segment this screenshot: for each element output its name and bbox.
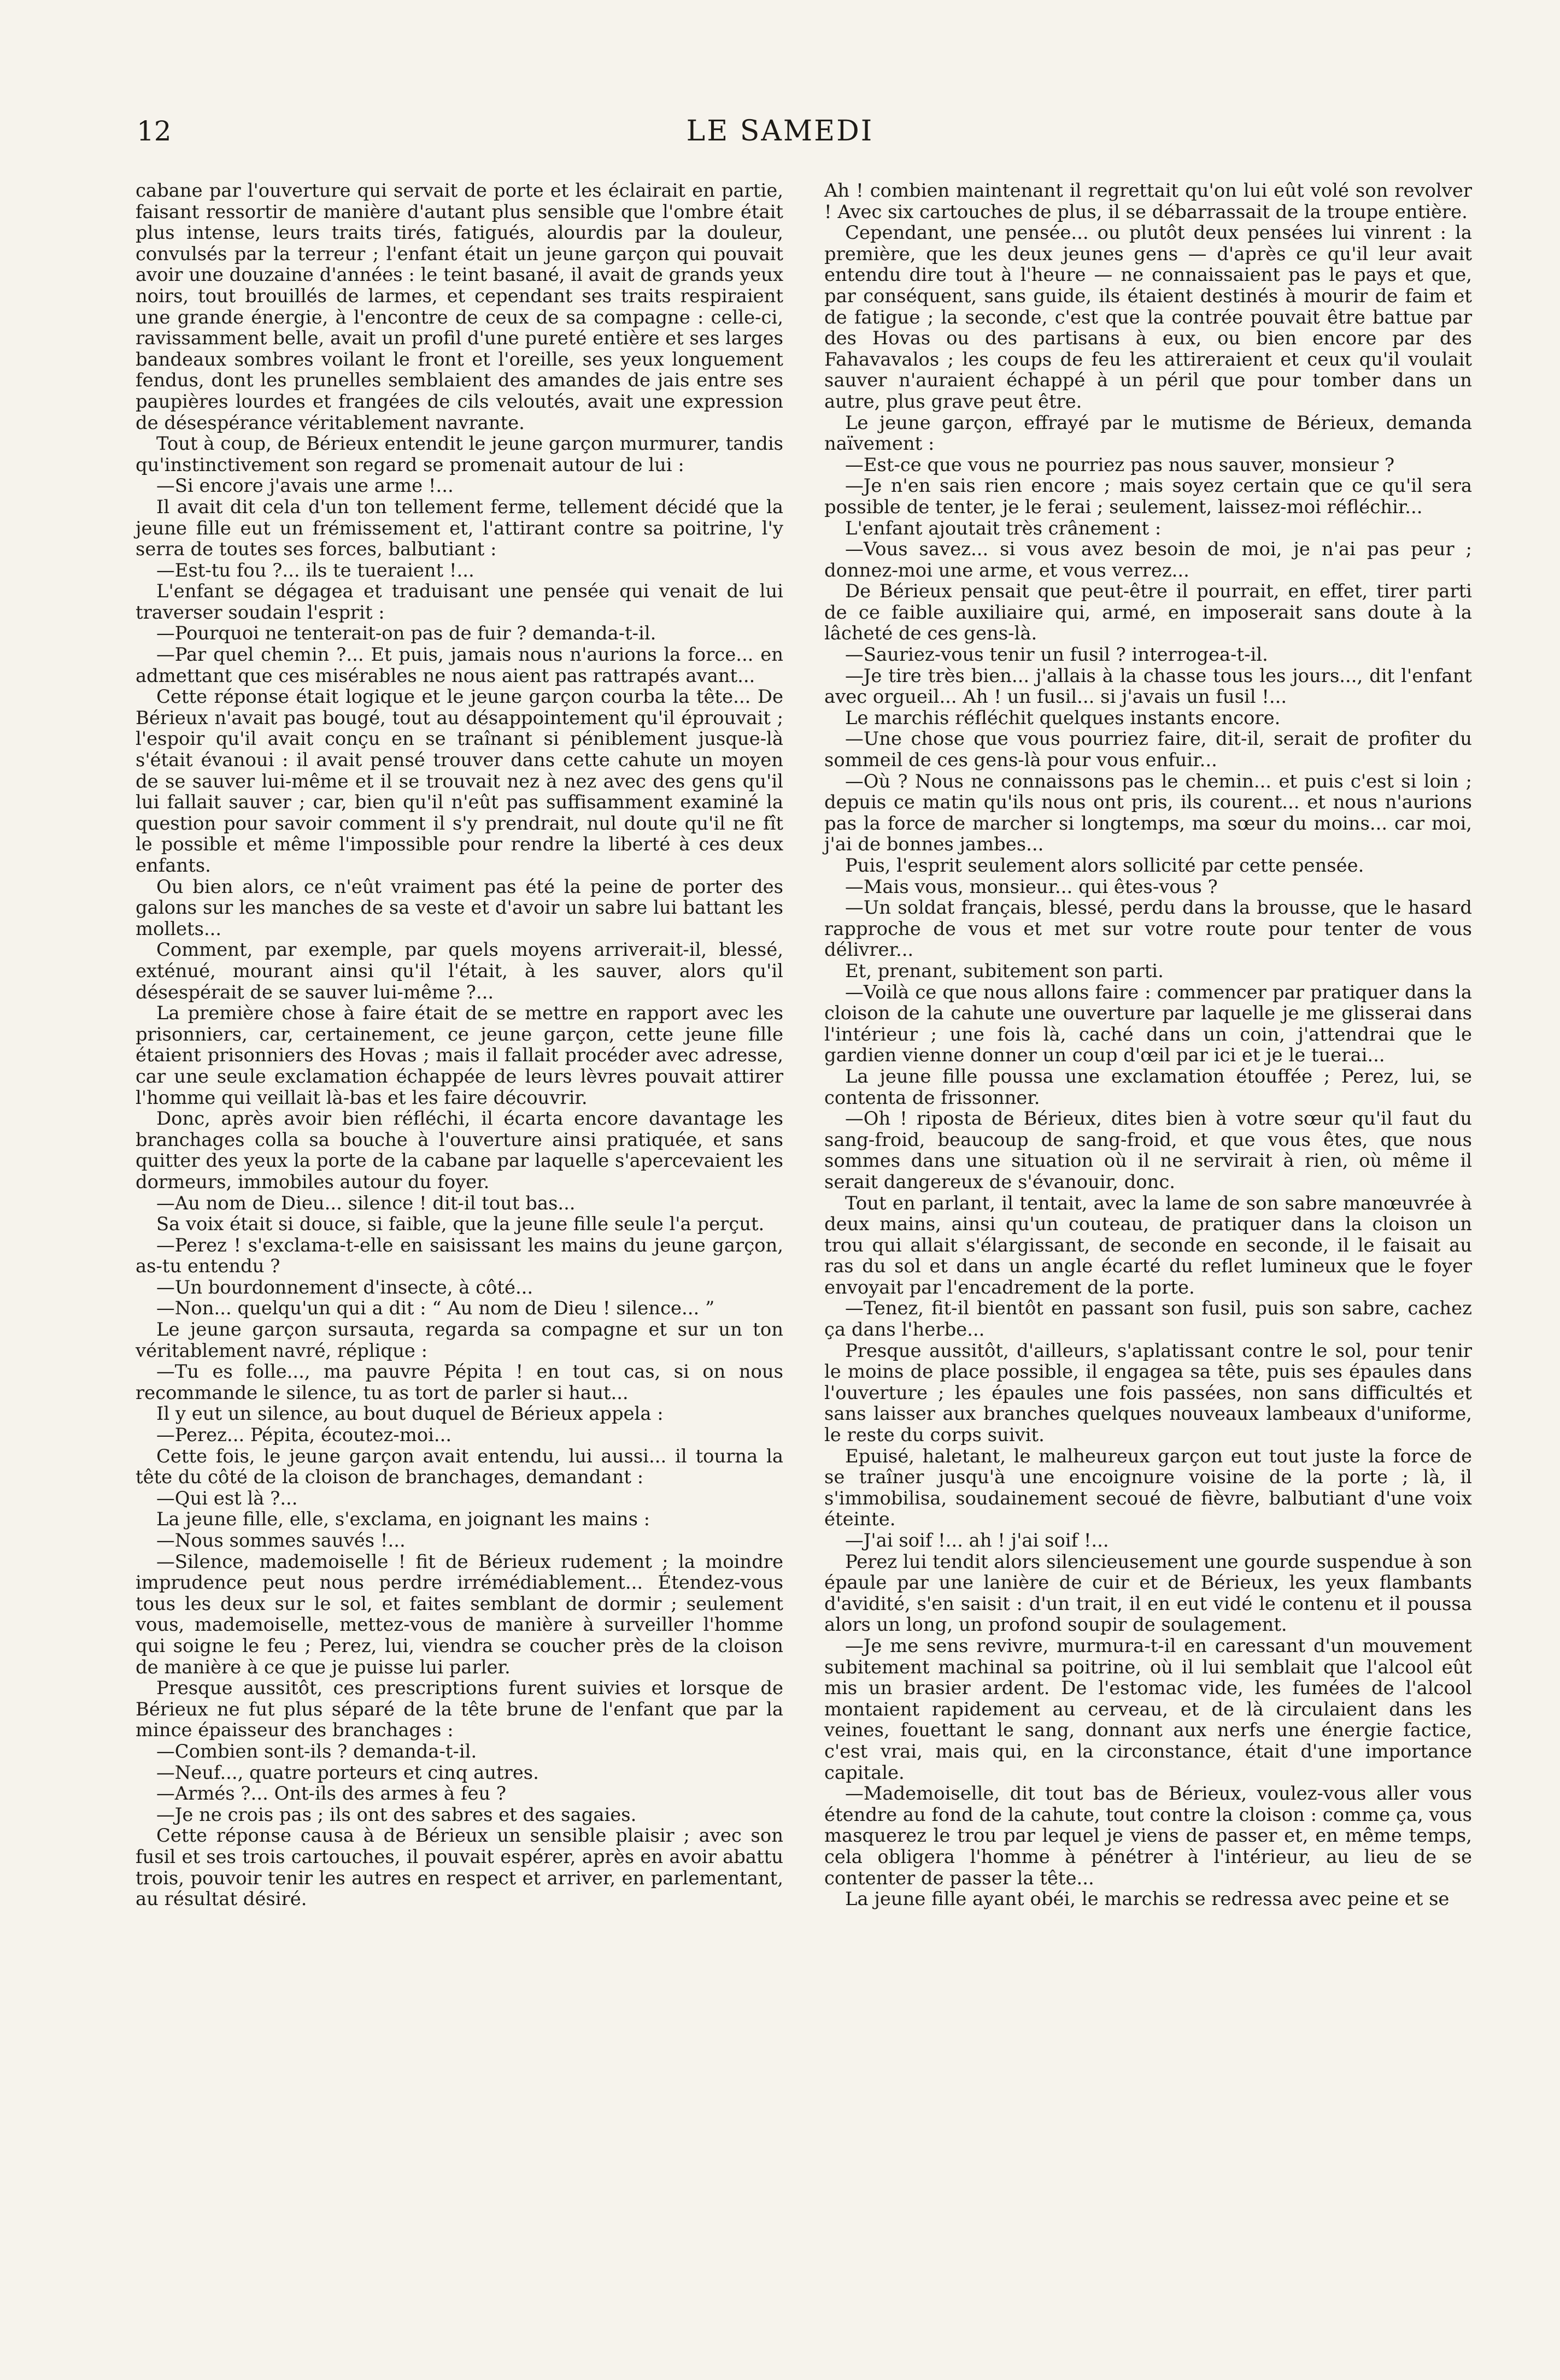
paragraph: —Oh ! riposta de Bérieux, dites bien à votre sœur qu'il faut du sang-froid, beaucoup de sang-froid, et que vous êtes, que nous sommes dans une situation où il ne servirait à rien, où même il serait dangereux de s'évanouir, donc. [824, 1108, 1472, 1192]
paragraph: —Je me sens revivre, murmura-t-il en caressant d'un mouvement subitement machinal sa poitrine, où il lui semblait que l'alcool eût mis un brasier ardent. De l'estomac vide, les fumées de l'alcool montaient rapidement au cerveau, et de là circulaient dans les veines, fouettant le sang, donnant aux nerfs une énergie factice, c'est vrai, mais qui, en la circonstance, était d'une importance capitale. [824, 1635, 1472, 1783]
paragraph: —Où ? Nous ne connaissons pas le chemin... et puis c'est si loin ; depuis ce matin qu'ils nous ont pris, ils courent... et nous n'aurions pas la force de marcher si longtemps, ma sœur du moins... car moi, j'ai de bonnes jambes... [824, 770, 1472, 855]
paragraph: Tout en parlant, il tentait, avec la lame de son sabre manœuvrée à deux mains, ainsi qu'un couteau, de pratiquer dans la cloison un trou qui allait s'élargissant, de seconde en seconde, il le faisait au ras du sol et dans un angle écarté du reflet lumineux que le foyer envoyait par l'encadrement de la porte. [824, 1192, 1472, 1298]
paragraph: Le marchis réfléchit quelques instants encore. [845, 707, 1281, 728]
paragraph: —Pourquoi ne tenterait-on pas de fuir ? demanda-t-il. [156, 622, 656, 644]
paragraph: —Une chose que vous pourriez faire, dit-il, serait de profiter du sommeil de ces gens-là pour vous enfuir... [824, 728, 1472, 771]
paragraph: Le jeune garçon sursauta, regarda sa compagne et sur un ton véritablement navré, réplique : [136, 1319, 783, 1361]
paragraph: —Sauriez-vous tenir un fusil ? interrogea-t-il. [845, 644, 1268, 666]
paragraph: La jeune fille ayant obéi, le marchis se redressa avec peine et se [845, 1888, 1450, 1910]
paragraph: —Si encore j'avais une arme !... [156, 475, 454, 497]
paragraph: Ah ! combien maintenant il regrettait qu'on lui eût volé son revolver ! Avec six cartouches de plus, il se débarrassait de la troupe entière. [824, 180, 1472, 222]
paragraph: —Tenez, fit-il bientôt en passant son fusil, puis son sabre, cachez ça dans l'herbe... [824, 1297, 1472, 1341]
paragraph: L'enfant se dégagea et traduisant une pensée qui venait de lui traverser soudain l'esprit : [136, 580, 783, 623]
paragraph: —Par quel chemin ?... Et puis, jamais nous n'aurions la force... en admettant que ces misérables ne nous aient pas rattrapés avant... [136, 644, 783, 686]
paragraph: La jeune fille, elle, s'exclama, en joignant les mains : [156, 1508, 650, 1530]
paragraph: —Voilà ce que nous allons faire : commencer par pratiquer dans la cloison de la cahute une ouverture par laquelle je me glisserai dans l'intérieur ; une fois là, caché dans un coin, j'attendrai que le gardien vienne donner un coup d'œil par ici et je le tuerai... [824, 981, 1472, 1066]
paragraph: Il y eut un silence, au bout duquel de Bérieux appela : [156, 1403, 664, 1425]
paragraph: Donc, après avoir bien réfléchi, il écarta encore davantage les branchages colla sa bouche à l'ouverture ainsi pratiquée, et sans quitter des yeux la porte de la cabane par laquelle s'apercevaient les dormeurs, immobiles autour du foyer. [136, 1108, 783, 1192]
page-header [0, 112, 1560, 150]
paragraph: —Au nom de Dieu... silence ! dit-il tout bas... [156, 1192, 576, 1214]
paragraph: La jeune fille poussa une exclamation étouffée ; Perez, lui, se contenta de frissonner. [824, 1065, 1472, 1108]
paragraph: Cependant, une pensée... ou plutôt deux pensées lui vinrent : la première, que les deux jeunes gens — d'après ce qu'il leur avait entendu dire tout à l'heure — ne connaissaient pas le pays et que, par conséquent, sans guide, ils étaient destinés à mourir de faim et de fatigue ; la seconde, c'est que la contrée pouvait être battue par des Hovas ou des partisans à eux, ou bien encore par des Fahavavalos ; les coups de feu les attireraient et ceux qu'il voulait sauver n'auraient échappé à un péril que pour tomber dans un autre, plus grave peut être. [824, 222, 1472, 412]
paragraph: —Mais vous, monsieur... qui êtes-vous ? [845, 875, 1218, 897]
text-column-left [136, 180, 783, 1910]
paragraph: Tout à coup, de Bérieux entendit le jeune garçon murmurer, tandis qu'instinctivement son regard se promenait autour de lui : [136, 433, 783, 475]
paragraph: —Je ne crois pas ; ils ont des sabres et des sagaies. [156, 1803, 637, 1825]
paragraph: —Neuf..., quatre porteurs et cinq autres. [156, 1761, 539, 1783]
paragraph: —Qui est là ?... [156, 1487, 298, 1509]
paragraph: —Un bourdonnement d'insecte, à côté... [156, 1276, 533, 1298]
paragraph: —Combien sont-ils ? demanda-t-il. [156, 1740, 477, 1762]
paragraph: Comment, par exemple, par quels moyens arriverait-il, blessé, exténué, mourant ainsi qu'il l'était, à les sauver, alors qu'il désespérait de se sauver lui-même ?... [136, 939, 783, 1003]
paragraph: —Perez... Pépita, écoutez-moi... [156, 1424, 452, 1446]
paragraph: Cette fois, le jeune garçon avait entendu, lui aussi... il tourna la tête du côté de la cloison de branchages, demandant : [136, 1445, 783, 1488]
paragraph: Et, prenant, subitement son parti. [845, 960, 1164, 982]
paragraph: Presque aussitôt, d'ailleurs, s'aplatissant contre le sol, pour tenir le moins de place possible, il engagea sa tête, puis ses épaules dans l'ouverture ; les épaules une fois passées, non sans difficultés et sans laisser aux branches quelques nouveaux lambeaux d'uniforme, le reste du corps suivit. [824, 1339, 1472, 1446]
paragraph: —Silence, mademoiselle ! fit de Bérieux rudement ; la moindre imprudence peut nous perdre irrémédiablement... Étendez-vous tous les deux sur le sol, et faites semblant de dormir ; seulement vous, mademoiselle, mettez-vous de manière à surveiller l'homme qui soigne le feu ; Perez, lui, viendra se coucher près de la cloison de manière à ce que je puisse lui parler. [136, 1550, 783, 1678]
paragraph: —Mademoiselle, dit tout bas de Bérieux, voulez-vous aller vous étendre au fond de la cahute, tout contre la cloison : comme ça, vous masquerez le trou par lequel je viens de passer et, en même temps, cela obligera l'homme à pénétrer à l'intérieur, au lieu de se contenter de passer la tête... [824, 1783, 1473, 1889]
paragraph: De Bérieux pensait que peut-être il pourrait, en effet, tirer parti de ce faible auxiliaire qui, armé, en imposerait sans doute à la lâcheté de ces gens-là. [824, 580, 1472, 644]
paragraph: —J'ai soif !... ah ! j'ai soif !... [845, 1530, 1109, 1551]
paragraph: La première chose à faire était de se mettre en rapport avec les prisonniers, car, certainement, ce jeune garçon, cette jeune fille étaient prisonniers des Hovas ; mais il fallait procéder avec adresse, car une seule exclamation échappée de leurs lèvres pouvait attirer l'homme qui veillait là-bas et les faire découvrir. [136, 1002, 783, 1108]
paragraph: —Non... quelqu'un qui a dit : “ Au nom de Dieu ! silence... ” [156, 1297, 715, 1319]
paragraph: —Nous sommes sauvés !... [156, 1530, 406, 1551]
paragraph: Sa voix était si douce, si faible, que la jeune fille seule l'a perçut. [156, 1213, 765, 1235]
paragraph: cabane par l'ouverture qui servait de porte et les éclairait en partie, faisant ressortir de manière d'autant plus sensible que l'ombre était plus intense, leurs traits tirés, fatigués, alourdis par la douleur, convulsés par la terreur ; l'enfant était un jeune garçon qui pouvait avoir une douzaine d'années : le teint basané, il avait de grands yeux noirs, tout brouillés de larmes, et cependant ses traits respiraient une grande énergie, à l'encontre de ceux de sa compagne : celle-ci, ravissamment belle, avait un profil d'une pureté entière et ses larges bandeaux sombres voilant le front et l'oreille, ses yeux longuement fendus, dont les prunelles semblaient des amandes de jais entre ses paupières lourdes et frangées de cils veloutés, avait une expression de désespérance véritablement navrante. [136, 180, 784, 433]
paragraph: —Est-ce que vous ne pourriez pas nous sauver, monsieur ? [845, 454, 1395, 475]
paragraph: Puis, l'esprit seulement alors sollicité par cette pensée. [845, 855, 1364, 876]
text-column-right [824, 180, 1472, 1910]
paragraph: —Tu es folle..., ma pauvre Pépita ! en tout cas, si on nous recommande le silence, tu as tort de parler si haut... [136, 1361, 783, 1403]
page-number: 12 [137, 115, 172, 147]
paragraph: Le jeune garçon, effrayé par le mutisme de Bérieux, demanda naïvement : [824, 412, 1472, 455]
paragraph: Ou bien alors, ce n'eût vraiment pas été la peine de porter des galons sur les manches de sa veste et d'avoir un sabre lui battant les mollets... [136, 875, 783, 939]
paragraph: —Un soldat français, blessé, perdu dans la brousse, que le hasard rapproche de vous et met sur votre route pour tenter de vous délivrer... [824, 897, 1472, 961]
paragraph: Cette réponse causa à de Bérieux un sensible plaisir ; avec son fusil et ses trois cartouches, il pouvait espérer, après en avoir abattu trois, pouvoir tenir les autres en respect et arriver, en parlementant, au résultat désiré. [136, 1825, 783, 1910]
paragraph: Cette réponse était logique et le jeune garçon courba la tête... De Bérieux n'avait pas bougé, tout au désappointement qu'il éprouvait ; l'espoir qu'il avait conçu en se traînant si péniblement jusque-là s'était évanoui : il avait pensé trouver dans cette cahute un moyen de se sauver lui-même et il se trouvait nez à nez avec des gens qu'il lui fallait sauver ; car, bien qu'il n'eût pas suffisamment examiné la question pour savoir comment il s'y prendrait, nul doute qu'il ne fît le possible et même l'impossible pour rendre la liberté à ces deux enfants. [136, 686, 783, 876]
paragraph: —Perez ! s'exclama-t-elle en saisissant les mains du jeune garçon, as-tu entendu ? [136, 1234, 783, 1277]
paragraph: Il avait dit cela d'un ton tellement ferme, tellement décidé que la jeune fille eut un frémissement et, l'attirant contre sa poitrine, l'y serra de toutes ses forces, balbutiant : [136, 496, 783, 560]
paragraph: —Est-tu fou ?... ils te tueraient !... [156, 559, 474, 581]
paragraph: —Armés ?... Ont-ils des armes à feu ? [156, 1783, 506, 1805]
paragraph: —Je tire très bien... j'allais à la chasse tous les jours..., dit l'enfant avec orgueil... Ah ! un fusil... si j'avais un fusil !... [824, 665, 1472, 708]
paragraph: —Je n'en sais rien encore ; mais soyez certain que ce qu'il sera possible de tenter, je le ferai ; seulement, laissez-moi réfléchir... [824, 475, 1472, 518]
paragraph: Perez lui tendit alors silencieusement une gourde suspendue à son épaule par une lanière de cuir et de Bérieux, les yeux flambants d'avidité, s'en saisit : d'un trait, il en eut vidé le contenu et il poussa alors un long, un profond soupir de soulagement. [824, 1550, 1472, 1636]
paragraph: L'enfant ajoutait très crânement : [845, 517, 1162, 539]
paragraph: Epuisé, haletant, le malheureux garçon eut tout juste la force de se traîner jusqu'à une encoignure voisine de la porte ; là, il s'immobilisa, soudainement secoué de fièvre, balbutiant d'une voix éteinte. [824, 1445, 1472, 1530]
running-title: LE SAMEDI [686, 115, 874, 148]
paragraph: —Vous savez... si vous avez besoin de moi, je n'ai pas peur ; donnez-moi une arme, et vous verrez... [824, 538, 1472, 581]
paragraph: Presque aussitôt, ces prescriptions furent suivies et lorsque de Bérieux ne fut plus séparé de la tête brune de l'enfant que par la mince épaisseur des branchages : [136, 1677, 783, 1741]
